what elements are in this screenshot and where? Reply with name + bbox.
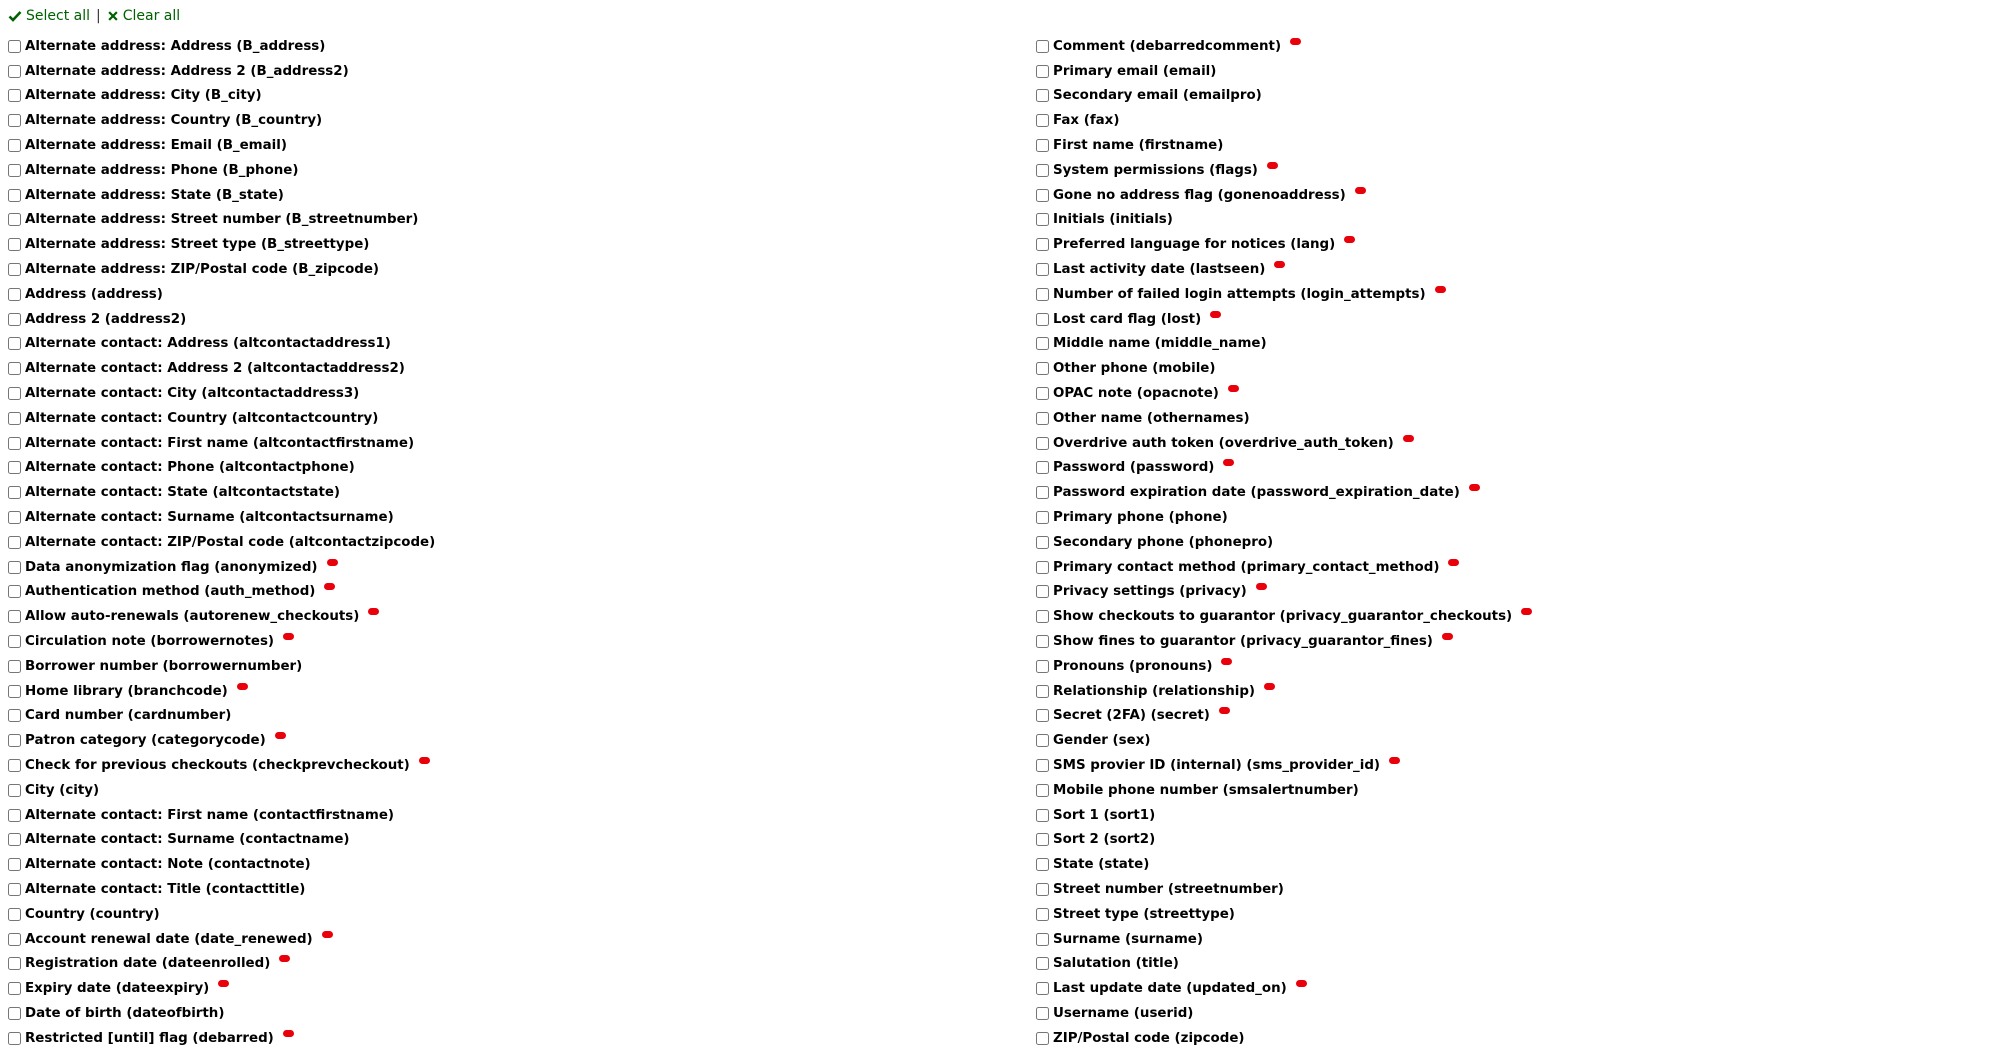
field-label[interactable]: Pronouns (pronouns) — [1053, 658, 1213, 674]
field-label[interactable]: Surname (surname) — [1053, 931, 1203, 947]
field-checkbox[interactable] — [1036, 660, 1049, 673]
field-option — [1036, 753, 1532, 778]
field-option — [1036, 728, 1532, 753]
field-label[interactable]: Fax (fax) — [1053, 113, 1120, 129]
field-checkbox[interactable] — [1036, 933, 1049, 946]
field-label[interactable]: Username (userid) — [1053, 1005, 1194, 1021]
field-label[interactable]: Country (country) — [25, 906, 160, 922]
field-label[interactable]: Comment (debarredcomment) — [1053, 38, 1282, 54]
field-option — [8, 381, 435, 406]
field-label[interactable]: Other name (othernames) — [1053, 410, 1250, 426]
field-option — [8, 803, 435, 828]
red-marker-icon — [1221, 658, 1232, 665]
select-all-label: Select all — [26, 8, 90, 24]
field-option — [8, 679, 435, 704]
field-label[interactable]: Circulation note (borrowernotes) — [25, 634, 275, 650]
field-label[interactable]: Data anonymization flag (anonymized) — [25, 559, 318, 575]
field-label[interactable]: Alternate address: Email (B_email) — [25, 138, 287, 154]
field-checkbox[interactable] — [8, 189, 21, 202]
field-label[interactable]: Alternate address: Country (B_country) — [25, 113, 323, 129]
field-label[interactable]: Alternate address: City (B_city) — [25, 88, 262, 104]
field-label[interactable]: Secondary phone (phonepro) — [1053, 534, 1274, 550]
field-label[interactable]: Alternate contact: Address 2 (altcontactaddress2) — [25, 361, 405, 377]
field-checkbox[interactable] — [1036, 734, 1049, 747]
red-marker-icon — [327, 559, 338, 566]
field-checkbox[interactable] — [1036, 585, 1049, 598]
field-label[interactable]: Restricted [until] flag (debarred) — [25, 1030, 274, 1046]
field-checkbox[interactable] — [1036, 213, 1049, 226]
field-option — [1036, 282, 1532, 307]
field-label[interactable]: Primary email (email) — [1053, 63, 1217, 79]
field-label[interactable]: Password (password) — [1053, 460, 1215, 476]
field-option — [1036, 902, 1532, 927]
field-checkbox[interactable] — [8, 213, 21, 226]
field-checkbox[interactable] — [1036, 65, 1049, 78]
field-checkbox[interactable] — [1036, 883, 1049, 896]
field-label[interactable]: Alternate contact: Surname (contactname) — [25, 832, 350, 848]
field-checkbox[interactable] — [8, 660, 21, 673]
field-checkbox[interactable] — [8, 957, 21, 970]
field-option — [8, 505, 435, 530]
field-list-left — [8, 34, 435, 1051]
field-option — [8, 208, 435, 233]
field-checkbox[interactable] — [1036, 610, 1049, 623]
field-option — [8, 728, 435, 753]
red-marker-icon — [1290, 38, 1301, 45]
field-checkbox[interactable] — [8, 461, 21, 474]
red-marker-icon — [1296, 980, 1307, 987]
red-marker-icon — [419, 757, 430, 764]
field-checkbox[interactable] — [8, 933, 21, 946]
field-label[interactable]: Alternate address: Address (B_address) — [25, 38, 326, 54]
field-option — [8, 877, 435, 902]
field-option — [1036, 604, 1532, 629]
field-label[interactable]: Secondary email (emailpro) — [1053, 88, 1262, 104]
field-list-right — [1036, 34, 1532, 1051]
field-label[interactable]: SMS provier ID (internal) (sms_provider_id) — [1053, 758, 1381, 773]
field-option — [1036, 133, 1532, 158]
field-option — [1036, 1026, 1532, 1051]
field-checkbox[interactable] — [1036, 1007, 1049, 1020]
field-checkbox[interactable] — [8, 337, 21, 350]
field-checkbox[interactable] — [8, 610, 21, 623]
field-checkbox[interactable] — [1036, 139, 1049, 152]
field-option — [8, 158, 435, 183]
field-option — [8, 406, 435, 431]
checkmark-icon — [8, 9, 22, 23]
field-label[interactable]: OPAC note (opacnote) — [1053, 386, 1219, 402]
field-option — [8, 976, 435, 1001]
field-label[interactable]: Sort 1 (sort1) — [1053, 807, 1156, 823]
field-checkbox[interactable] — [8, 114, 21, 127]
field-option — [8, 580, 435, 605]
field-option — [1036, 951, 1532, 976]
field-label[interactable]: Alternate contact: State (altcontactstate) — [25, 485, 341, 501]
field-label[interactable]: Alternate contact: Note (contactnote) — [25, 857, 311, 873]
field-option — [8, 133, 435, 158]
field-checkbox[interactable] — [1036, 709, 1049, 722]
field-checkbox[interactable] — [8, 486, 21, 499]
field-checkbox[interactable] — [1036, 957, 1049, 970]
field-label[interactable]: Gender (sex) — [1053, 733, 1151, 749]
field-label[interactable]: Address 2 (address2) — [25, 311, 187, 327]
field-checkbox[interactable] — [1036, 263, 1049, 276]
field-option — [8, 232, 435, 257]
field-option — [1036, 257, 1532, 282]
selection-toolbar — [8, 6, 180, 26]
field-checkbox[interactable] — [1036, 561, 1049, 574]
field-label[interactable]: Alternate contact: Surname (altcontactsurname) — [25, 510, 394, 526]
field-checkbox[interactable] — [8, 362, 21, 375]
field-option — [8, 902, 435, 927]
field-option — [8, 1026, 435, 1051]
red-marker-icon — [1403, 435, 1414, 442]
field-checkbox[interactable] — [8, 313, 21, 326]
red-marker-icon — [218, 980, 229, 987]
field-option — [8, 34, 435, 59]
field-option — [1036, 480, 1532, 505]
field-option — [1036, 381, 1532, 406]
field-label[interactable]: Privacy settings (privacy) — [1053, 584, 1247, 600]
field-checkbox[interactable] — [1036, 114, 1049, 127]
red-marker-icon — [283, 633, 294, 640]
field-label[interactable]: Borrower number (borrowernumber) — [25, 658, 303, 674]
field-option — [1036, 803, 1532, 828]
field-option — [1036, 456, 1532, 481]
field-checkbox[interactable] — [1036, 461, 1049, 474]
field-checkbox[interactable] — [8, 585, 21, 598]
field-label[interactable]: Lost card flag (lost) — [1053, 311, 1202, 327]
field-checkbox[interactable] — [8, 536, 21, 549]
field-option — [1036, 828, 1532, 853]
field-option — [1036, 232, 1532, 257]
field-option — [8, 257, 435, 282]
field-label[interactable]: Middle name (middle_name) — [1053, 336, 1267, 352]
red-marker-icon — [283, 1030, 294, 1037]
field-checkbox[interactable] — [8, 65, 21, 78]
field-checkbox[interactable] — [1036, 635, 1049, 648]
field-label[interactable]: Password expiration date (password_expiration_date) — [1053, 485, 1460, 501]
field-label[interactable]: Alternate address: Address 2 (B_address2) — [25, 63, 349, 79]
field-option — [8, 183, 435, 208]
field-label[interactable]: Salutation (title) — [1053, 956, 1179, 972]
field-checkbox[interactable] — [1036, 784, 1049, 797]
field-label[interactable]: Registration date (dateenrolled) — [25, 956, 271, 972]
field-label[interactable]: State (state) — [1053, 857, 1150, 873]
red-marker-icon — [1264, 683, 1275, 690]
field-label[interactable]: Street number (streetnumber) — [1053, 881, 1284, 897]
field-option — [8, 704, 435, 729]
field-option — [8, 604, 435, 629]
field-checkbox[interactable] — [8, 412, 21, 425]
field-option — [1036, 580, 1532, 605]
field-label[interactable]: Alternate contact: ZIP/Postal code (altcontactzipcode) — [25, 534, 436, 550]
field-checkbox[interactable] — [1036, 982, 1049, 995]
field-label[interactable]: Mobile phone number (smsalertnumber) — [1053, 782, 1359, 798]
field-option — [1036, 108, 1532, 133]
field-option — [8, 431, 435, 456]
field-label[interactable]: Alternate contact: Country (altcontactcountry) — [25, 410, 379, 426]
field-checkbox[interactable] — [8, 238, 21, 251]
field-option — [1036, 679, 1532, 704]
field-option — [1036, 877, 1532, 902]
field-option — [1036, 778, 1532, 803]
field-checkbox[interactable] — [1036, 387, 1049, 400]
field-label[interactable]: Check for previous checkouts (checkprevcheckout) — [25, 758, 410, 773]
field-label[interactable]: Last activity date (lastseen) — [1053, 262, 1266, 278]
red-marker-icon — [1355, 187, 1366, 194]
red-marker-icon — [1389, 757, 1400, 764]
field-option — [1036, 555, 1532, 580]
red-marker-icon — [279, 955, 290, 962]
field-checkbox[interactable] — [8, 784, 21, 797]
red-marker-icon — [324, 583, 335, 590]
field-checkbox[interactable] — [1036, 1032, 1049, 1045]
field-checkbox[interactable] — [1036, 809, 1049, 822]
field-option — [1036, 976, 1532, 1001]
field-label[interactable]: City (city) — [25, 782, 100, 798]
field-label[interactable]: Alternate address: Street type (B_streettype) — [25, 237, 370, 253]
field-option — [1036, 431, 1532, 456]
field-option — [8, 654, 435, 679]
field-label[interactable]: Gone no address flag (gonenoaddress) — [1053, 187, 1346, 203]
red-marker-icon — [1274, 261, 1285, 268]
field-option — [8, 530, 435, 555]
field-label[interactable]: Overdrive auth token (overdrive_auth_token) — [1053, 435, 1394, 451]
field-checkbox[interactable] — [8, 511, 21, 524]
field-checkbox[interactable] — [8, 164, 21, 177]
field-checkbox[interactable] — [8, 437, 21, 450]
red-marker-icon — [1256, 583, 1267, 590]
field-checkbox[interactable] — [8, 89, 21, 102]
field-option — [1036, 629, 1532, 654]
field-option — [1036, 704, 1532, 729]
field-checkbox[interactable] — [1036, 362, 1049, 375]
red-marker-icon — [1344, 236, 1355, 243]
field-option — [1036, 34, 1532, 59]
field-label[interactable]: Primary contact method (primary_contact_method) — [1053, 559, 1440, 575]
field-label[interactable]: Authentication method (auth_method) — [25, 584, 316, 600]
field-label[interactable]: Account renewal date (date_renewed) — [25, 931, 313, 947]
field-option — [1036, 927, 1532, 952]
field-option — [1036, 406, 1532, 431]
field-label[interactable]: Show fines to guarantor (privacy_guarantor_fines) — [1053, 634, 1433, 650]
field-option — [8, 753, 435, 778]
red-marker-icon — [275, 732, 286, 739]
field-label[interactable]: Initials (initials) — [1053, 212, 1173, 228]
field-checkbox[interactable] — [1036, 486, 1049, 499]
field-option — [1036, 1001, 1532, 1026]
field-option — [8, 356, 435, 381]
field-label[interactable]: First name (firstname) — [1053, 138, 1224, 154]
field-option — [1036, 307, 1532, 332]
field-option — [1036, 332, 1532, 357]
field-label[interactable]: Allow auto-renewals (autorenew_checkouts) — [25, 609, 360, 625]
field-checkbox[interactable] — [8, 387, 21, 400]
field-label[interactable]: Alternate address: Phone (B_phone) — [25, 162, 299, 178]
field-option — [8, 852, 435, 877]
field-label[interactable]: Alternate contact: First name (altcontactfirstname) — [25, 435, 415, 451]
field-option — [8, 778, 435, 803]
field-label[interactable]: Last update date (updated_on) — [1053, 981, 1287, 997]
field-checkbox[interactable] — [1036, 833, 1049, 846]
field-label[interactable]: Alternate address: ZIP/Postal code (B_zipcode) — [25, 262, 380, 278]
field-checkbox[interactable] — [1036, 40, 1049, 53]
field-option — [1036, 59, 1532, 84]
field-label[interactable]: Alternate contact: Title (contacttitle) — [25, 881, 306, 897]
field-checkbox[interactable] — [1036, 89, 1049, 102]
field-option — [1036, 158, 1532, 183]
field-checkbox[interactable] — [1036, 685, 1049, 698]
field-checkbox[interactable] — [8, 858, 21, 871]
field-checkbox[interactable] — [8, 635, 21, 648]
field-option — [1036, 183, 1532, 208]
field-label[interactable]: Alternate address: State (B_state) — [25, 187, 284, 203]
red-marker-icon — [368, 608, 379, 615]
field-checkbox[interactable] — [8, 288, 21, 301]
field-checkbox[interactable] — [8, 685, 21, 698]
field-option — [8, 456, 435, 481]
field-option — [1036, 208, 1532, 233]
field-option — [1036, 505, 1532, 530]
field-checkbox[interactable] — [1036, 288, 1049, 301]
field-checkbox[interactable] — [8, 734, 21, 747]
red-marker-icon — [1435, 286, 1446, 293]
field-checkbox[interactable] — [8, 833, 21, 846]
field-checkbox[interactable] — [8, 1007, 21, 1020]
field-option — [8, 927, 435, 952]
field-label[interactable]: Alternate contact: Address (altcontactaddress1) — [25, 336, 391, 352]
toolbar-separator: | — [96, 8, 101, 24]
clear-all-label: Clear all — [122, 8, 181, 24]
field-option — [8, 59, 435, 84]
red-marker-icon — [1228, 385, 1239, 392]
field-checkbox[interactable] — [8, 883, 21, 896]
field-label[interactable]: Other phone (mobile) — [1053, 361, 1216, 377]
red-marker-icon — [1521, 608, 1532, 615]
field-label[interactable]: Alternate address: Street number (B_streetnumber) — [25, 212, 419, 228]
clear-all-link[interactable] — [107, 6, 180, 26]
red-marker-icon — [1219, 707, 1230, 714]
red-marker-icon — [1448, 559, 1459, 566]
field-label[interactable]: Number of failed login attempts (login_attempts) — [1053, 286, 1426, 302]
field-label[interactable]: Card number (cardnumber) — [25, 708, 232, 724]
field-label[interactable]: Alternate contact: First name (contactfirstname) — [25, 807, 395, 823]
field-checkbox[interactable] — [8, 561, 21, 574]
field-label[interactable]: System permissions (flags) — [1053, 162, 1258, 178]
field-label[interactable]: Relationship (relationship) — [1053, 683, 1256, 699]
field-option — [8, 951, 435, 976]
field-option — [8, 282, 435, 307]
field-label[interactable]: Preferred language for notices (lang) — [1053, 237, 1336, 253]
field-label[interactable]: Expiry date (dateexpiry) — [25, 981, 210, 997]
field-checkbox[interactable] — [1036, 536, 1049, 549]
field-option — [8, 480, 435, 505]
field-checkbox[interactable] — [1036, 412, 1049, 425]
field-option — [8, 1001, 435, 1026]
field-label[interactable]: Alternate contact: City (altcontactaddress3) — [25, 386, 360, 402]
field-option — [8, 629, 435, 654]
field-checkbox[interactable] — [1036, 437, 1049, 450]
field-option — [1036, 654, 1532, 679]
field-label[interactable]: Street type (streettype) — [1053, 906, 1235, 922]
field-checkbox[interactable] — [8, 809, 21, 822]
field-checkbox[interactable] — [8, 709, 21, 722]
field-checkbox[interactable] — [1036, 313, 1049, 326]
red-marker-icon — [237, 683, 248, 690]
field-label[interactable]: Patron category (categorycode) — [25, 733, 266, 749]
field-option — [8, 555, 435, 580]
field-checkbox[interactable] — [1036, 238, 1049, 251]
field-label[interactable]: Show checkouts to guarantor (privacy_guarantor_checkouts) — [1053, 609, 1513, 625]
field-label[interactable]: ZIP/Postal code (zipcode) — [1053, 1030, 1245, 1046]
field-label[interactable]: Date of birth (dateofbirth) — [25, 1005, 225, 1021]
field-label[interactable]: Address (address) — [25, 286, 163, 302]
field-checkbox[interactable] — [1036, 511, 1049, 524]
field-checkbox[interactable] — [1036, 337, 1049, 350]
field-option — [1036, 356, 1532, 381]
field-checkbox[interactable] — [8, 759, 21, 772]
field-checkbox[interactable] — [1036, 908, 1049, 921]
field-option — [8, 108, 435, 133]
field-option — [1036, 852, 1532, 877]
field-option — [8, 332, 435, 357]
red-marker-icon — [322, 931, 333, 938]
field-label[interactable]: Home library (branchcode) — [25, 683, 228, 699]
field-label[interactable]: Alternate contact: Phone (altcontactphone) — [25, 460, 355, 476]
field-checkbox[interactable] — [8, 263, 21, 276]
red-marker-icon — [1223, 459, 1234, 466]
field-checkbox[interactable] — [1036, 858, 1049, 871]
field-checkbox[interactable] — [8, 908, 21, 921]
select-all-link[interactable] — [8, 6, 90, 26]
field-checkbox[interactable] — [8, 1032, 21, 1045]
red-marker-icon — [1469, 484, 1480, 491]
close-icon — [107, 10, 119, 22]
field-option — [8, 828, 435, 853]
field-label[interactable]: Primary phone (phone) — [1053, 510, 1228, 526]
red-marker-icon — [1442, 633, 1453, 640]
field-option — [8, 84, 435, 109]
field-option — [8, 307, 435, 332]
field-label[interactable]: Sort 2 (sort2) — [1053, 832, 1156, 848]
field-checkbox[interactable] — [1036, 189, 1049, 202]
field-checkbox[interactable] — [8, 40, 21, 53]
red-marker-icon — [1210, 311, 1221, 318]
field-checkbox[interactable] — [1036, 759, 1049, 772]
field-checkbox[interactable] — [1036, 164, 1049, 177]
red-marker-icon — [1267, 162, 1278, 169]
field-checkbox[interactable] — [8, 982, 21, 995]
field-label[interactable]: Secret (2FA) (secret) — [1053, 708, 1210, 724]
field-option — [1036, 84, 1532, 109]
field-checkbox[interactable] — [8, 139, 21, 152]
field-option — [1036, 530, 1532, 555]
